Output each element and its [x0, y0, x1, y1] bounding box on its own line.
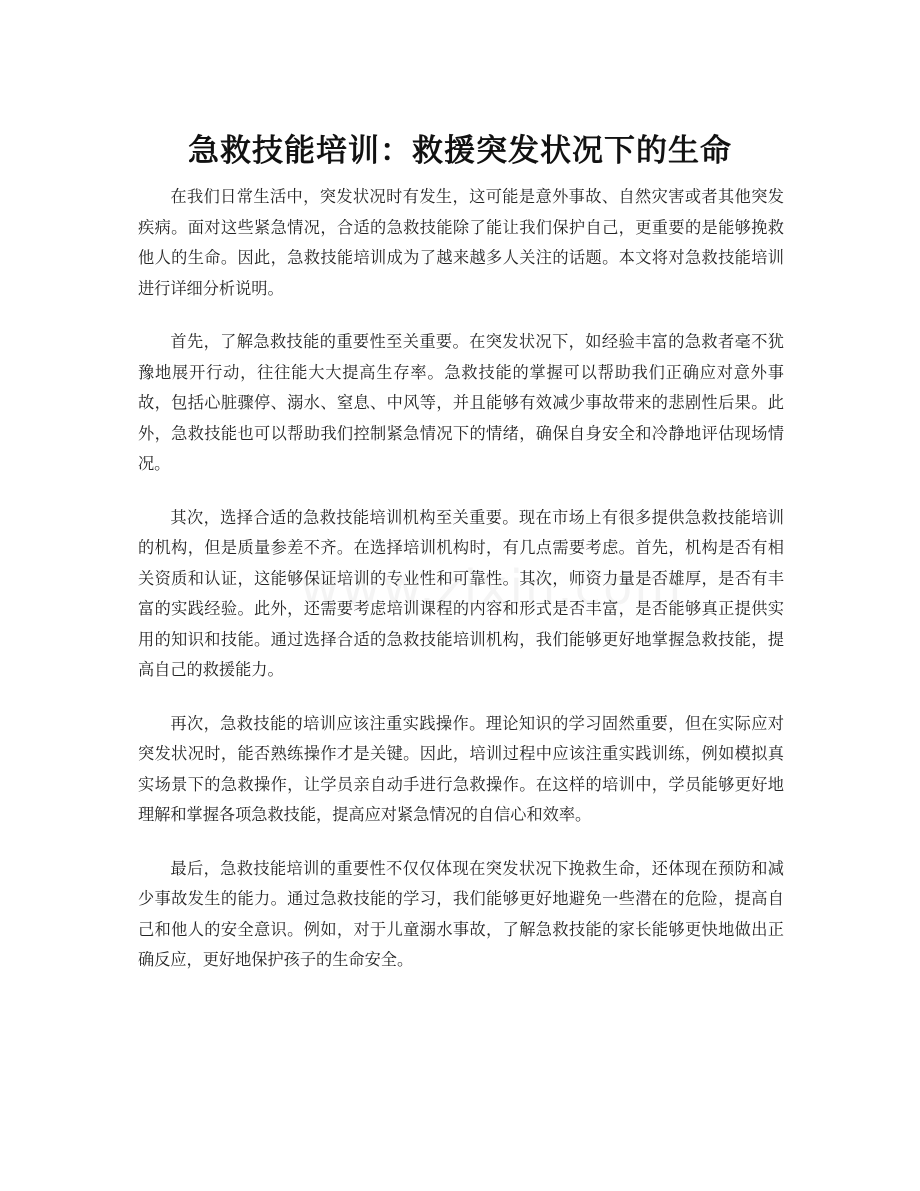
- paragraph-4: 再次，急救技能的培训应该注重实践操作。理论知识的学习固然重要，但在实际应对突发状况时，能否熟练操作才是关键。因此，培训过程中应该注重实践训练，例如模拟真实场景下的急救操作，让学员亲自动手进行急救操作。在这样的培训中，学员能够更好地理解和掌握各项急救技能，提高应对紧急情况的自信心和效率。: [138, 713, 784, 824]
- paragraph-2: 首先，了解急救技能的重要性至关重要。在突发状况下，如经验丰富的急救者毫不犹豫地展开行动，往往能大大提高生存率。急救技能的掌握可以帮助我们正确应对意外事故，包括心脏骤停、溺水、窒息、中风等，并且能够有效减少事故带来的悲剧性后果。此外，急救技能也可以帮助我们控制紧急情况下的情绪，确保自身安全和冷静地评估现场情况。: [138, 332, 784, 473]
- paragraph-5: 最后，急救技能培训的重要性不仅仅体现在突发状况下挽救生命，还体现在预防和减少事故发生的能力。通过急救技能的学习，我们能够更好地避免一些潜在的危险，提高自己和他人的安全意识。例如，对于儿童溺水事故，了解急救技能的家长能够更快地做出正确反应，更好地保护孩子的生命安全。: [138, 858, 784, 969]
- paragraph-1: 在我们日常生活中，突发状况时有发生，这可能是意外事故、自然灾害或者其他突发疾病。面对这些紧急情况，合适的急救技能除了能让我们保护自己，更重要的是能够挽救他人的生命。因此，急救技能培训成为了越来越多人关注的话题。本文将对急救技能培训进行详细分析说明。: [138, 187, 784, 298]
- document-body: [138, 182, 784, 999]
- paragraph-3: 其次，选择合适的急救技能培训机构至关重要。现在市场上有很多提供急救技能培训的机构，但是质量参差不齐。在选择培训机构时，有几点需要考虑。首先，机构是否有相关资质和认证，这能够保证培训的专业性和可靠性。其次，师资力量是否雄厚，是否有丰富的实践经验。此外，还需要考虑培训课程的内容和形式是否丰富，是否能够真正提供实用的知识和技能。通过选择合适的急救技能培训机构，我们能够更好地掌握急救技能，提高自己的救援能力。: [138, 507, 784, 679]
- document-title: 急救技能培训：救援突发状况下的生命: [188, 132, 732, 169]
